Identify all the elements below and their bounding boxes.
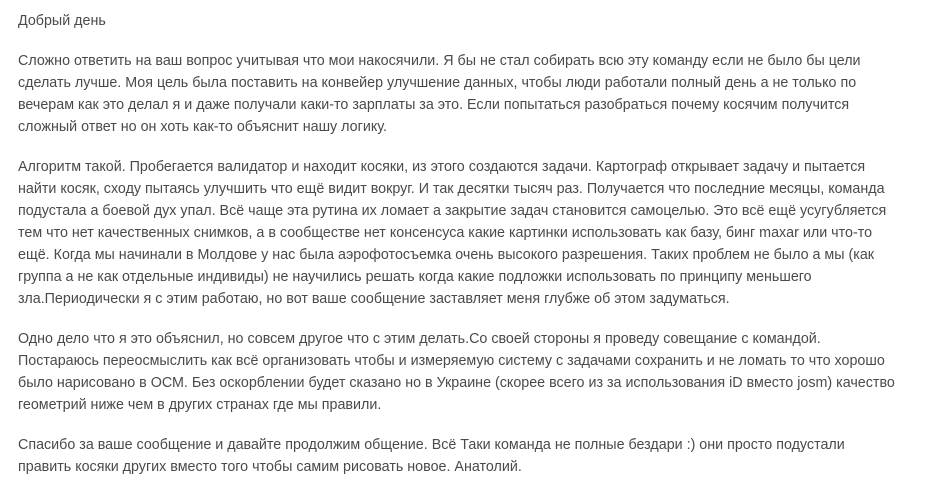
text-line: вечерам как это делал я и даже получали каки-то зарплаты за это. Если попытаться разобраться почему косячим получится: [18, 97, 850, 113]
text-line: подустала а боевой дух упал. Всё чаще эта рутина их ломает а закрытие задач становится самоцелью. Это всё ещё усугубляется: [18, 203, 887, 219]
text-line: Алгоритм такой. Пробегается валидатор и находит косяки, из этого создаются задачи. Картограф открывает задачу и пытается: [18, 159, 866, 175]
text-line: было нарисовано в ОСМ. Без оскорблении будет сказано но в Украине (скорее всего из за использования iD вместо josm) качество: [18, 375, 895, 391]
message-body: [18, 10, 903, 478]
text-line: Сложно ответить на ваш вопрос учитывая что мои накосячили. Я бы не стал собирать всю эту команду если не было бы цели: [18, 53, 861, 69]
text-line: найти косяк, сходу пытаясь улучшить что ещё видит вокруг. И так десятки тысяч раз. Получается что последние месяцы, команда: [18, 181, 885, 197]
paragraph-4: [18, 434, 903, 478]
paragraph-3: [18, 328, 903, 416]
text-line: сделать лучше. Моя цель была поставить на конвейер улучшение данных, чтобы люди работали полный день а не только по: [18, 75, 857, 91]
paragraph-2: [18, 156, 903, 310]
text-line: тем что нет качественных снимков, а в сообществе нет консенсуса какие картинки использовать как базу, бинг maxar или что-то: [18, 225, 873, 241]
text-line: геометрий ниже чем в других странах где мы правили.: [18, 397, 382, 413]
text-line: зла.Периодически я с этим работаю, но вот ваше сообщение заставляет меня глубже об этом задуматься.: [18, 291, 730, 307]
text-line: Постараюсь переосмыслить как всё организовать чтобы и измеряемую систему с задачами сохранить и не ломать то что хорошо: [18, 353, 885, 369]
text-line: группа а не как отдельные индивиды) не научились решать когда какие подложки использовать по принципу меньшего: [18, 269, 812, 285]
paragraph-1: [18, 50, 903, 138]
text-line: править косяки других вместо того чтобы самим рисовать новое. Анатолий.: [18, 459, 522, 475]
text-line: Одно дело что я это объяснил, но совсем другое что с этим делать.Со своей стороны я проведу совещание с командой.: [18, 331, 821, 347]
text-line: сложный ответ но он хоть как-то объяснит нашу логику.: [18, 119, 387, 135]
greeting: Добрый день: [18, 13, 106, 29]
text-line: ещё. Когда мы начинали в Молдове у нас была аэрофотосъемка очень высокого разрешения. Таких проблем не было а мы (как: [18, 247, 875, 263]
text-line: Спасибо за ваше сообщение и давайте продолжим общение. Всё Таки команда не полные бездари :) они просто подустали: [18, 437, 845, 453]
